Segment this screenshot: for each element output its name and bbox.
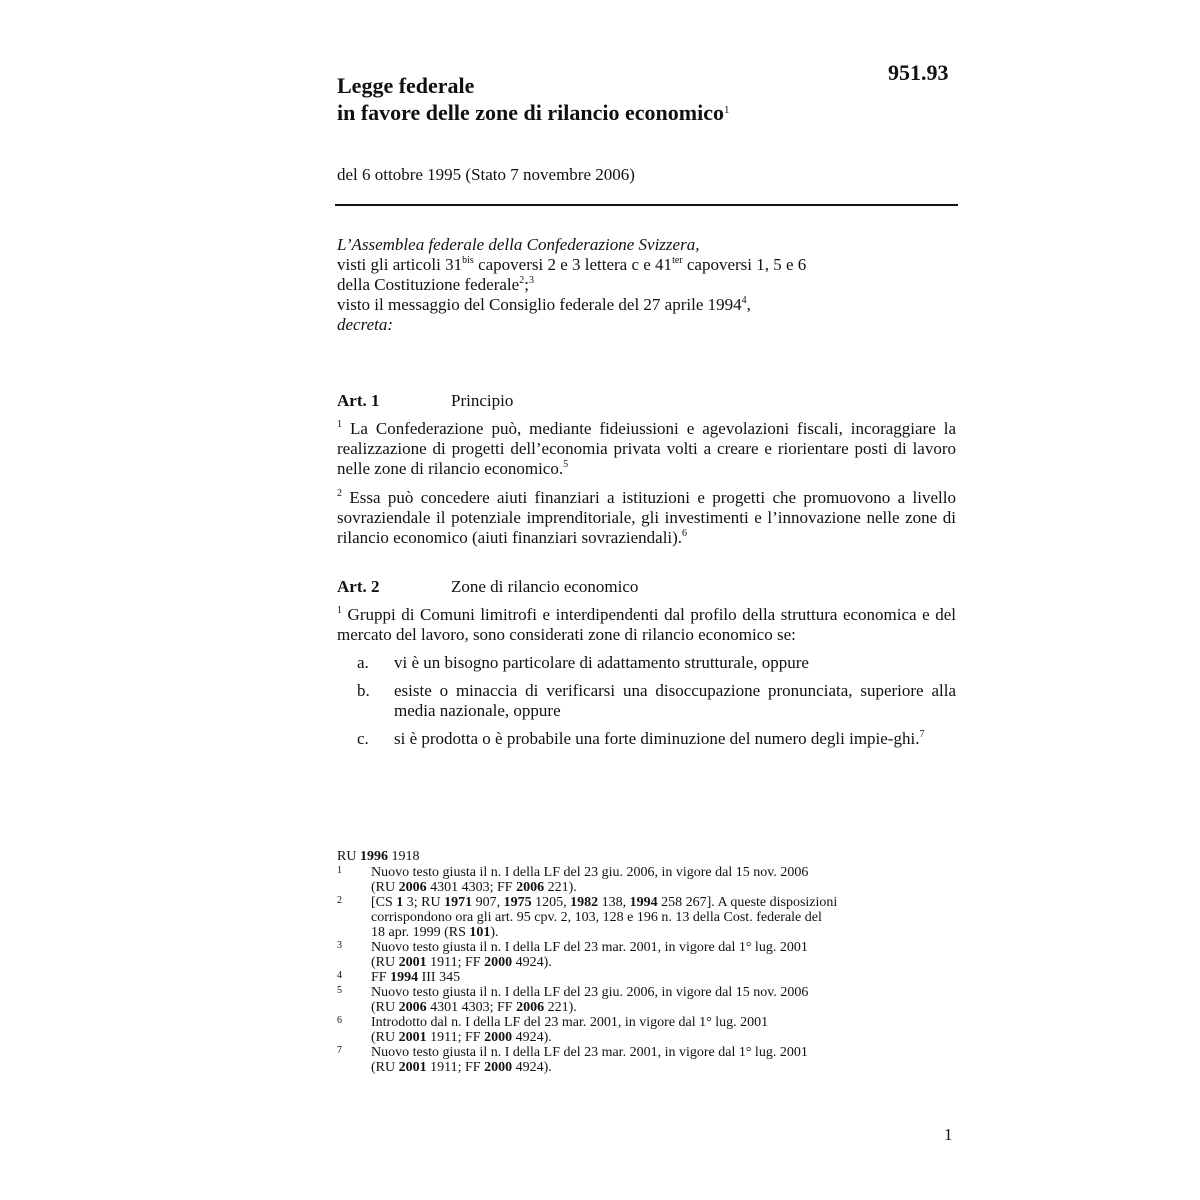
article-1 <box>337 391 956 548</box>
footnote-1: 1 Nuovo testo giusta il n. I della LF del 23 giu. 2006, in vigore dal 15 nov. 2006 (RU 2006 4301 4303; FF 2006 221). <box>337 865 809 895</box>
article-2-heading <box>337 577 956 597</box>
footnote-ref[interactable]: 6 <box>682 528 688 539</box>
document-title <box>337 74 729 125</box>
list-item: c. si è prodotta o è probabile una forte diminuzione del numero degli impie-ghi.$^7$ <box>357 729 925 748</box>
article-number: Art. 2 <box>337 577 380 596</box>
article-1-paragraph-2: $^2$ Essa può concedere aiuti finanziari a istituzioni e progetti che promuovono a livello sovraziendale il potenziale imprenditoriale, gli investimenti e l’innovazione nelle zone di rilancio economico (aiuti finanziari sovraziendali).$^6$ <box>337 488 956 547</box>
article-1-paragraph-1: $^1$ La Confederazione può, mediante fideiussioni e agevolazioni fiscali, incoraggiare la realizzazione di progetti dell’economia privata volti a creare e riorientare posti di lavoro nelle zone di rilancio economico.$^5$ <box>337 419 956 478</box>
date-line: del 6 ottobre 1995 (Stato 7 novembre 2006) <box>337 165 635 184</box>
preamble-decreta: decreta: <box>337 315 394 334</box>
footnote-3: 3 Nuovo testo giusta il n. I della LF del 23 mar. 2001, in vigore dal 1° lug. 2001 (RU 2001 1911; FF 2000 4924). <box>337 940 808 970</box>
header-divider <box>335 204 958 206</box>
footnote-6: 6 Introdotto dal n. I della LF del 23 mar. 2001, in vigore dal 1° lug. 2001 (RU 2001 1911; FF 2000 4924). <box>337 1015 769 1045</box>
article-2-list <box>337 653 956 749</box>
footnote-ref[interactable]: 3 <box>528 275 534 286</box>
footnote-ref[interactable]: 4 <box>741 295 747 306</box>
page-number: 1 <box>944 1125 953 1144</box>
article-2-paragraph-1: $^1$ Gruppi di Comuni limitrofi e interdipendenti dal profilo della struttura economica e del mercato del lavoro, sono considerati zone di rilancio economico se: <box>337 605 956 644</box>
sr-number: 951.93 <box>888 60 949 85</box>
preamble-assembly: L’Assemblea federale della Confederazione Svizzera, <box>337 235 700 254</box>
article-1-heading <box>337 391 956 411</box>
title-footnote-ref[interactable]: 1 <box>723 104 730 116</box>
article-number: Art. 1 <box>337 391 380 410</box>
footnote-2: 2 [CS 1 3; RU 1971 907, 1975 1205, 1982 138, 1994 258 267]. A queste disposizioni corrispondono ora gli art. 95 cpv. 2, 103, 128 e 196 n. 13 della Cost. federale del 18 apr. 1999 (RS 101). <box>337 895 838 940</box>
list-item: a. vi è un bisogno particolare di adattamento strutturale, oppure <box>357 653 809 672</box>
footnotes <box>337 849 937 1075</box>
footnote-ref[interactable]: 7 <box>919 729 925 740</box>
ru-reference: RU 1996 1918 <box>337 849 420 864</box>
article-2 <box>337 577 956 749</box>
preamble-line-1: visti gli articoli $31^{bis}$ capoversi 2 e 3 lettera c e $41^{ter}$ capoversi 1, 5 e 6 <box>337 255 807 274</box>
footnote-7: 7 Nuovo testo giusta il n. I della LF del 23 mar. 2001, in vigore dal 1° lug. 2001 (RU 2001 1911; FF 2000 4924). <box>337 1045 808 1075</box>
title-line-2: in favore delle zone di rilancio economico$^1$ <box>337 100 730 125</box>
footnote-ref[interactable]: 2 <box>519 275 525 286</box>
title-line-1: Legge federale <box>337 73 475 98</box>
preamble-line-2: della Costituzione federale$^2$;$^3$ <box>337 275 534 294</box>
article-title: Zone di rilancio economico <box>451 577 639 596</box>
footnote-4: 4 FF 1994 III 345 <box>337 970 461 985</box>
footnote-ref[interactable]: 5 <box>563 459 569 470</box>
footnote-5: 5 Nuovo testo giusta il n. I della LF del 23 giu. 2006, in vigore dal 15 nov. 2006 (RU 2006 4301 4303; FF 2006 221). <box>337 985 809 1015</box>
article-title: Principio <box>451 391 514 410</box>
preamble <box>337 235 956 335</box>
list-item: b. esiste o minaccia di verificarsi una disoccupazione pronunciata, superiore alla media nazionale, oppure <box>357 681 956 720</box>
preamble-line-3: visto il messaggio del Consiglio federale del 27 aprile 1994$^4$, <box>337 295 751 314</box>
